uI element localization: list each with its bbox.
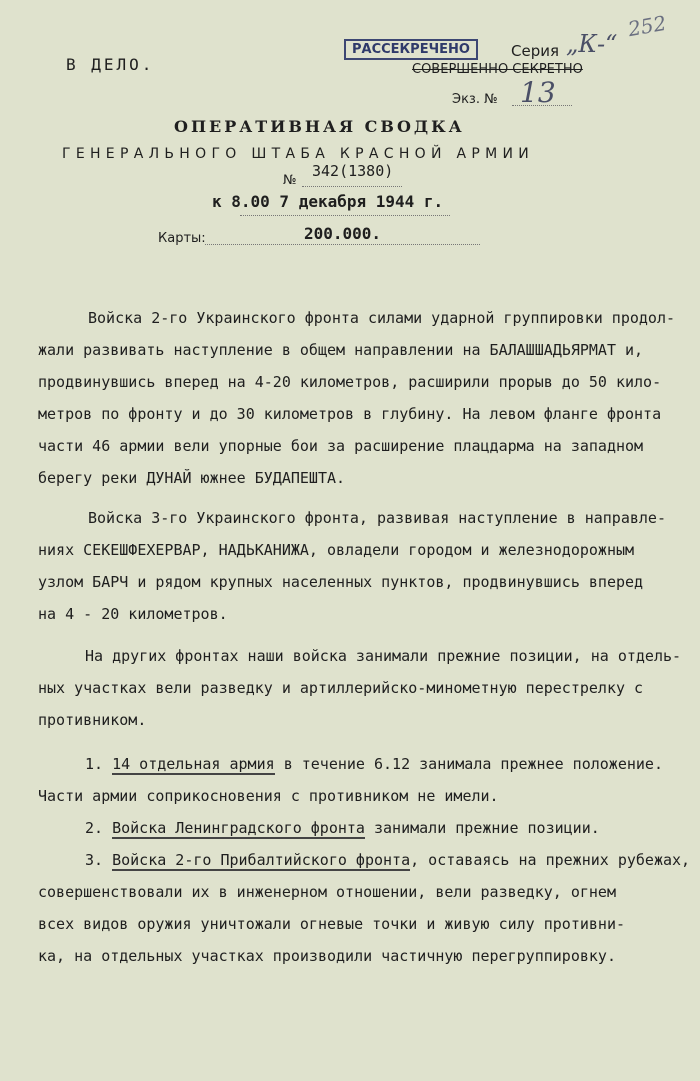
text-line: части 46 армии вели упорные бои за расширение плацдарма на западном (38, 437, 644, 455)
paragraph-2 (38, 502, 698, 630)
series-value: „К-“ (566, 30, 618, 58)
paragraph-1 (38, 302, 698, 494)
maps-line (205, 244, 480, 245)
item-1-rest: в течение 6.12 занимала прежнее положение. (283, 755, 663, 773)
title-line1: ОПЕРАТИВНАЯ СВОДКА (174, 117, 465, 136)
copy-number-line (512, 105, 572, 106)
item-2-rest: занимали прежние позиции. (374, 819, 600, 837)
text-line: противником. (38, 711, 147, 729)
item-2 (38, 812, 698, 844)
item-2-number: 2. (85, 819, 104, 837)
text-line: Части армии соприкосновения с противником не имели. (38, 787, 499, 805)
number-label: № (283, 173, 297, 188)
series-label: Серия (511, 42, 559, 60)
text-line: ка, на отдельных участках производили частичную перегруппировку. (38, 947, 616, 965)
text-line: всех видов оружия уничтожали огневые точки и живую силу противни- (38, 915, 625, 933)
copy-label: Экз. № (452, 92, 498, 107)
maps-value: 200.000. (304, 224, 382, 243)
series-number-handwritten: 252 (626, 10, 668, 42)
text-line: метров по фронту и до 30 километров в глубину. На левом фланге фронта (38, 405, 662, 423)
number-value: 342(1380) (312, 162, 394, 180)
item-1 (38, 748, 698, 780)
text-line: на 4 - 20 километров. (38, 605, 228, 623)
item-3 (38, 844, 698, 876)
number-line (302, 186, 402, 187)
item-3-number: 3. (85, 851, 104, 869)
text-line: Войска 2-го Украинского фронта силами ударной группировки продол- (88, 309, 675, 327)
text-line: ниях СЕКЕШФЕХЕРВАР, НАДЬКАНИЖА, овладели городом и железнодорожным (38, 541, 635, 559)
item-1-underlined: 14 отдельная армия (112, 755, 275, 773)
text-line: На других фронтах наши войска занимали прежние позиции, на отдель- (85, 647, 682, 665)
top-secret-crossed: СОВЕРШЕННО СЕКРЕТНО (412, 62, 583, 77)
declassified-stamp: РАССЕКРЕЧЕНО (344, 39, 478, 60)
paragraph-3 (38, 640, 698, 736)
title-line2: ГЕНЕРАЛЬНОГО ШТАБА КРАСНОЙ АРМИИ (62, 146, 535, 162)
item-2-underlined: Войска Ленинградского фронта (112, 819, 365, 837)
summary-date: к 8.00 7 декабря 1944 г. (212, 192, 444, 211)
item-3-underlined: Войска 2-го Прибалтийского фронта (112, 851, 411, 869)
text-line: жали развивать наступление в общем направлении на БАЛАШШАДЬЯРМАТ и, (38, 341, 644, 359)
text-line: Войска 3-го Украинского фронта, развивая наступление в направле- (88, 509, 666, 527)
text-line: совершенствовали их в инженерном отношении, вели разведку, огнем (38, 883, 616, 901)
item-3-rest: , оставаясь на прежних рубежах, (410, 851, 691, 869)
numbered-items (38, 748, 698, 972)
text-line: ных участках вели разведку и артиллерийско-минометную перестрелку с (38, 679, 644, 697)
text-line: продвинувшись вперед на 4-20 километров, расширили прорыв до 50 кило- (38, 373, 662, 391)
maps-label: Карты: (158, 231, 206, 246)
date-line (240, 215, 450, 216)
file-note: В ДЕЛО. (66, 55, 155, 74)
text-line: узлом БАРЧ и рядом крупных населенных пунктов, продвинувшись вперед (38, 573, 644, 591)
item-1-number: 1. (85, 755, 104, 773)
text-line: берегу реки ДУНАЙ южнее БУДАПЕШТА. (38, 469, 346, 487)
copy-number: 13 (520, 76, 556, 109)
